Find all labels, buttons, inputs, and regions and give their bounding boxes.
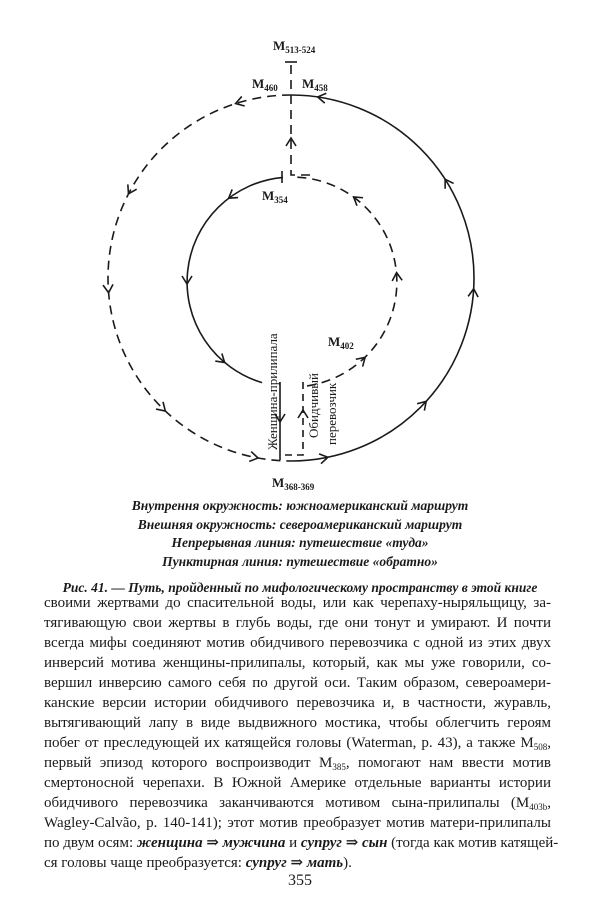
label-m458: $M_{458}$ [302, 76, 328, 93]
text-segment: и [285, 835, 301, 851]
figure-legend [0, 497, 600, 571]
text-line [44, 833, 559, 853]
legend-line: Внутрення окружность: южноамериканский маршрут [131, 498, 469, 513]
text-segment: инверсий мотива женщины-прилипалы, который, как мы уже говорили, со- [44, 655, 551, 671]
text-segment: Wagley-Calvão, p. 140-141); этот мотив преобразует мотив матери-прилипалы [44, 815, 551, 831]
text-line [44, 733, 551, 753]
text-segment: 508 [533, 742, 548, 752]
text-segment: ся головы чаще преобразуется: [44, 855, 246, 871]
text-line [44, 813, 551, 833]
text-segment: 403b [529, 802, 548, 812]
text-line [44, 653, 551, 673]
label-m368: $M_{368-369}$ [272, 475, 315, 492]
label-ferryman-1: Обидчивый [306, 373, 321, 438]
label-woman-limpet: Женщина-прилипала [265, 333, 280, 450]
ferryman-dashed-line [280, 382, 303, 455]
text-segment: ). [343, 855, 352, 871]
outer-circle-dashed [108, 95, 291, 461]
text-segment: 385 [332, 762, 346, 772]
text-segment: всегда мифы соединяют мотив обидчивого перевозчика с одной из этих двух [44, 635, 551, 651]
text-line [44, 633, 551, 653]
text-segment: вершил инверсию самого себя по другой оси. Таким образом, североамери- [44, 675, 551, 691]
text-segment: , [547, 735, 551, 751]
legend-line: Пунктирная линия: путешествие «обратно» [162, 553, 438, 569]
text-line [44, 673, 551, 693]
text-segment: побег от преследующей их катящейся головы (Waterman, p. 43), а также M [44, 735, 534, 751]
text-segment: обидчивого перевозчика заканчиваются мотивом сына-прилипалы (M [44, 795, 530, 811]
text-segment: супруг ⇒ сын [300, 835, 388, 851]
text-segment: смертоносной черепахи. В Южной Америке отдельные варианты истории [44, 775, 551, 791]
text-segment: (тогда как мотив катящей- [387, 835, 559, 851]
text-segment: , [547, 795, 551, 811]
figure-caption: Рис. 41. — Путь, пройденный по мифологическому пространству в этой книге [62, 580, 538, 595]
text-line [44, 693, 551, 713]
legend-line: Внешняя окружность: североамериканский маршрут [137, 516, 463, 532]
label-m513: $M_{513-524}$ [273, 38, 316, 55]
text-line [44, 713, 551, 733]
text-line [44, 793, 551, 813]
text-segment: своими жертвами до спасительной воды, или как черепаху-ныряльщицу, за- [44, 595, 551, 611]
body-text [44, 593, 559, 873]
label-m460: $M_{460}$ [252, 76, 278, 93]
outer-arrow-icon [249, 452, 259, 463]
outer-arrow-icon [103, 284, 114, 293]
text-line [44, 853, 551, 873]
text-segment: первый эпизод которого воспроизводит M [44, 755, 333, 771]
text-line [44, 773, 551, 793]
text-segment: , помогают нам ввести мотив [345, 755, 551, 771]
inner-circle-dashed [292, 177, 397, 386]
text-segment: тягивающую свои жертвы в глубь воды, где они тонут и умирают. И почти [44, 615, 551, 631]
label-ferryman-2: перевозчик [324, 382, 339, 445]
legend-line: Непрерывная линия: путешествие «туда» [171, 535, 429, 550]
text-line [44, 753, 551, 773]
page-number: 355 [288, 872, 312, 889]
text-segment: вытягивающий лапу в виде выдвижного мостика, чтобы облегчить героям [44, 715, 551, 731]
text-segment: супруг ⇒ мать [245, 855, 344, 871]
text-segment: женщина ⇒ мужчина [136, 835, 286, 851]
text-segment: канские версии истории обидчивого перевозчика и, в частности, журавль, [44, 695, 551, 711]
text-line [44, 613, 551, 633]
text-segment: по двум осям: [44, 835, 137, 851]
label-m402: $M_{402}$ [328, 334, 354, 351]
text-line [44, 593, 551, 613]
label-m354: $M_{354}$ [262, 188, 288, 205]
